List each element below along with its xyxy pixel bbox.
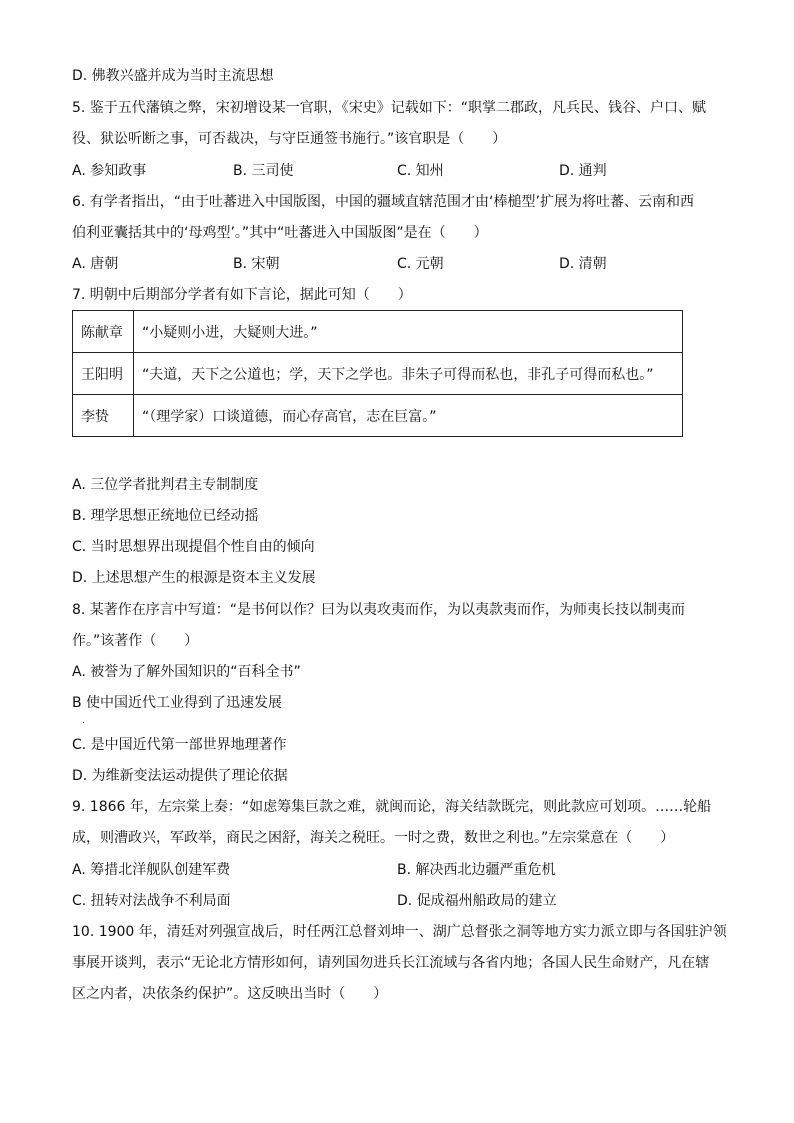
q5-option-a: A. 参知政事 xyxy=(72,163,147,179)
q10-stem-line1: 10. 1900 年，清廷对列强宣战后，时任两江总督刘坤一、湖广总督张之洞等地方实力派立即与各国驻沪领 xyxy=(72,924,727,940)
q8-option-a: A. 被誉为了解外国知识的“百科全书” xyxy=(72,664,301,680)
q5-option-c: C. 知州 xyxy=(397,163,444,179)
scholar-name: 陈献章 xyxy=(73,311,134,353)
q6-option-a: A. 唐朝 xyxy=(72,256,119,272)
q9-stem-line1: 9. 1866 年，左宗棠上奏：“如虑筹集巨款之难，就闽而论，海关结款既完，则此款应可划项。……轮船 xyxy=(72,799,712,815)
table-row xyxy=(73,311,683,353)
q6-stem-line1: 6. 有学者指出，“由于吐蕃进入中国版图，中国的疆域直辖范围才由‘棒槌型’扩展为将吐蕃、云南和西 xyxy=(72,194,694,210)
q9-option-a: A. 筹措北洋舰队创建军费 xyxy=(72,862,231,878)
q5-stem-line1: 5. 鉴于五代藩镇之弊，宋初增设某一官职，《宋史》记载如下：“职掌二郡政，凡兵民、钱谷、户口、赋 xyxy=(72,100,707,116)
q10-stem-line3: 区之内者，决依条约保护”。这反映出当时（ ） xyxy=(72,986,388,1002)
q6-option-b: B. 宋朝 xyxy=(233,256,280,272)
q5-option-d: D. 通判 xyxy=(559,163,607,179)
q6-option-c: C. 元朝 xyxy=(397,256,444,272)
table-row xyxy=(73,395,683,437)
q8-option-d: D. 为维新变法运动提供了理论依据 xyxy=(72,768,288,784)
scholar-name: 王阳明 xyxy=(73,353,134,395)
q10-stem-line2: 事展开谈判，表示“无论北方情形如何，请列国勿进兵长江流域与各省内地；各国人民生命财产，凡在辖 xyxy=(72,955,710,971)
table-row xyxy=(73,353,683,395)
stray-mark: . xyxy=(82,715,86,726)
q8-stem-line2: 作。”该著作（ ） xyxy=(72,633,199,649)
q5-stem-line2: 役、狱讼听断之事，可否裁决，与守臣通签书施行。”该官职是（ ） xyxy=(72,131,507,147)
q6-option-d: D. 清朝 xyxy=(559,256,607,272)
q8-stem-line1: 8. 某著作在序言中写道：“是书何以作？曰为以夷攻夷而作，为以夷款夷而作，为师夷长技以制夷而 xyxy=(72,602,686,618)
q9-option-d: D. 促成福州船政局的建立 xyxy=(397,893,557,909)
q9-stem-line2: 成，则漕政兴，军政举，商民之困舒，海关之税旺。一时之费，数世之利也。”左宗棠意在（ ） xyxy=(72,830,675,846)
q7-quote-table xyxy=(72,310,683,437)
q7-option-c: C. 当时思想界出现提倡个性自由的倾向 xyxy=(72,539,315,555)
scholar-quote: “小疑则小进，大疑则大进。” xyxy=(134,311,683,353)
q4-option-d: D. 佛教兴盛并成为当时主流思想 xyxy=(72,68,274,84)
q8-option-b: B 使中国近代工业得到了迅速发展 xyxy=(72,695,283,711)
scholar-quote: “夫道，天下之公道也；学，天下之学也。非朱子可得而私也，非孔子可得而私也。” xyxy=(134,353,683,395)
scholar-quote: “（理学家）口谈道德，而心存高官，志在巨富。” xyxy=(134,395,683,437)
q8-option-c: C. 是中国近代第一部世界地理著作 xyxy=(72,737,287,753)
q9-option-b: B. 解决西北边疆严重危机 xyxy=(397,862,556,878)
scholar-name: 李贽 xyxy=(73,395,134,437)
q9-option-c: C. 扭转对法战争不利局面 xyxy=(72,893,231,909)
q7-option-d: D. 上述思想产生的根源是资本主义发展 xyxy=(72,570,316,586)
q7-option-b: B. 理学思想正统地位已经动摇 xyxy=(72,508,259,524)
q7-option-a: A. 三位学者批判君主专制制度 xyxy=(72,477,259,493)
q7-stem: 7. 明朝中后期部分学者有如下言论，据此可知（ ） xyxy=(72,287,412,303)
q5-option-b: B. 三司使 xyxy=(233,163,294,179)
q6-stem-line2: 伯利亚囊括其中的‘母鸡型’。”其中“吐蕃进入中国版图”是在（ ） xyxy=(72,225,488,241)
